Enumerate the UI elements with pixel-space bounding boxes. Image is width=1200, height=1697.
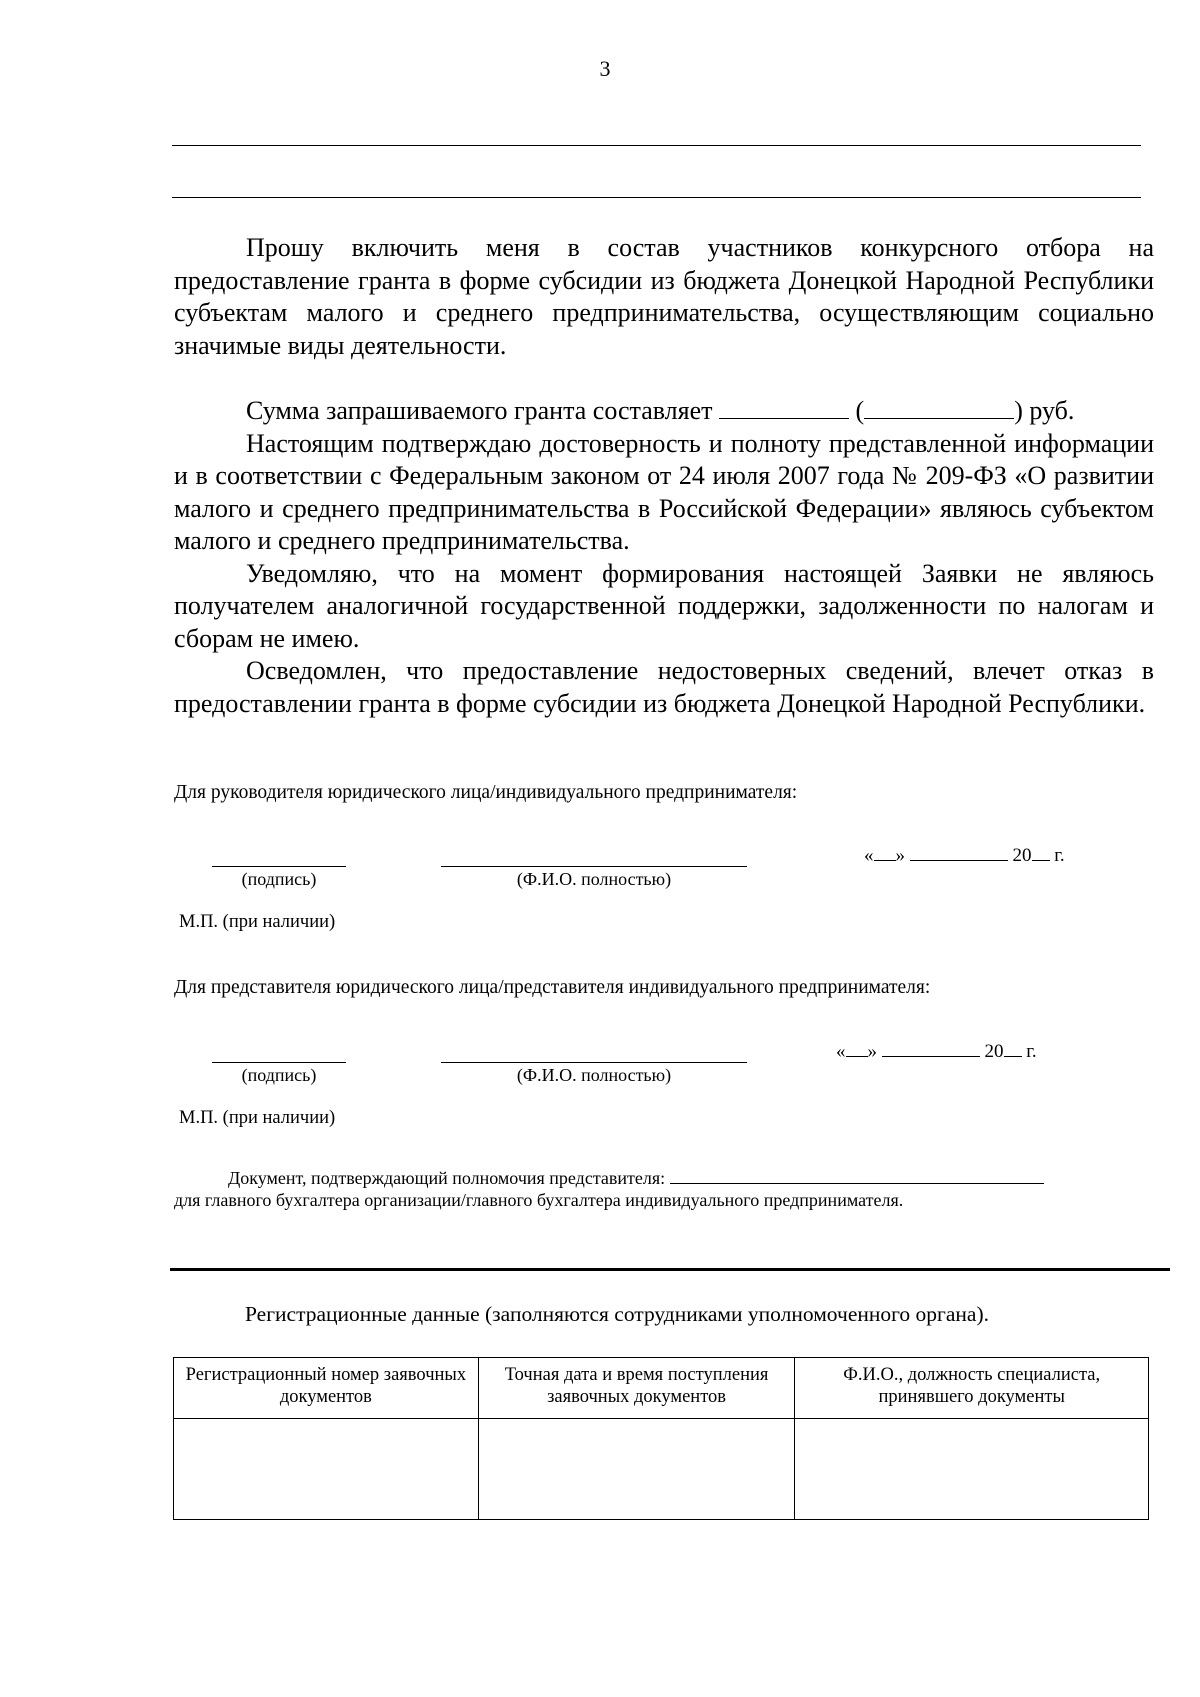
date-suffix: г.	[1054, 845, 1065, 866]
accountant-note: для главного бухгалтера организации/главного бухгалтера индивидуального предпринимателя.	[174, 1190, 904, 1210]
request-body	[174, 232, 1154, 720]
date-suffix: г.	[1026, 1041, 1037, 1062]
registration-number-cell[interactable]	[174, 1419, 479, 1520]
date-quote-close: »	[867, 1041, 877, 1062]
date-year-prefix: 20	[1012, 845, 1032, 866]
rep-signature-caption: (подпись)	[241, 1065, 317, 1085]
receipt-datetime-cell[interactable]	[478, 1419, 795, 1520]
rep-block-heading: Для представителя юридического лица/представителя индивидуального предпринимателя:	[174, 977, 931, 998]
rep-stamp-note: М.П. (при наличии)	[179, 1108, 336, 1128]
amount-currency: ) руб.	[1014, 396, 1075, 425]
head-stamp-note: М.П. (при наличии)	[179, 912, 336, 932]
rep-fullname-field[interactable]	[441, 1062, 747, 1063]
registration-title: Регистрационные данные (заполняются сотрудниками уполномоченного органа).	[245, 1302, 989, 1326]
table-header-row	[174, 1358, 1149, 1419]
grant-amount-line	[174, 395, 1154, 428]
col-receipt-datetime: Точная дата и время поступления заявочных документов	[478, 1358, 795, 1419]
grant-amount-words-input[interactable]	[864, 396, 1014, 419]
rep-month-input[interactable]	[882, 1040, 980, 1057]
notification-paragraph: Уведомляю, что на момент формирования настоящей Заявки не являюсь получателем аналогичной государственной поддержки, задолженности по налогам и сборам не имею.	[174, 558, 1154, 653]
head-signature-caption: (подпись)	[241, 869, 317, 889]
applicant-name-line-2[interactable]	[172, 197, 1141, 198]
rep-day-input[interactable]	[846, 1040, 868, 1057]
head-month-input[interactable]	[910, 844, 1008, 861]
col-specialist-name: Ф.И.О., должность специалиста, принявшего документы	[795, 1358, 1149, 1419]
date-quote-open: «	[864, 845, 874, 866]
grant-amount-label: Сумма запрашиваемого гранта составляет	[246, 396, 713, 425]
section-divider	[170, 1268, 1170, 1271]
authority-document-line	[228, 1167, 1044, 1189]
head-day-input[interactable]	[874, 844, 896, 861]
date-quote-close: »	[895, 845, 905, 866]
registration-table	[173, 1357, 1149, 1520]
applicant-name-line-1[interactable]	[172, 145, 1141, 146]
grant-amount-input[interactable]	[719, 396, 849, 419]
date-year-prefix: 20	[984, 1041, 1004, 1062]
col-registration-number: Регистрационный номер заявочных документов	[174, 1358, 479, 1419]
table-row	[174, 1419, 1149, 1520]
page-number: 3	[599, 56, 611, 81]
head-fullname-caption: (Ф.И.О. полностью)	[516, 869, 672, 889]
head-block-heading: Для руководителя юридического лица/индивидуального предпринимателя:	[174, 782, 798, 803]
request-paragraph: Прошу включить меня в состав участников конкурсного отбора на предоставление гранта в форме субсидии из бюджета Донецкой Народной Республики субъектам малого и среднего предпринимательства, осуществляющим социально значимые виды деятельности.	[174, 233, 1154, 360]
rep-date-field[interactable]	[836, 1040, 1037, 1063]
confirmation-paragraph: Настоящим подтверждаю достоверность и полноту представленной информации и в соответствии с Федеральным законом от 24 июля 2007 года № 209-ФЗ «О развитии малого и среднего предпринимательства в Российской Федерации» являюсь субъектом малого и среднего предпринимательства.	[174, 428, 1154, 555]
rep-signature-field[interactable]	[212, 1062, 346, 1063]
head-signature-field[interactable]	[212, 866, 346, 867]
rep-year-input[interactable]	[1004, 1040, 1022, 1057]
head-fullname-field[interactable]	[441, 866, 747, 867]
awareness-paragraph: Осведомлен, что предоставление недостоверных сведений, влечет отказ в предоставлении гранта в форме субсидии из бюджета Донецкой Народной Республики.	[174, 656, 1154, 718]
authority-document-label: Документ, подтверждающий полномочия представителя:	[228, 1168, 666, 1188]
authority-document-input[interactable]	[670, 1167, 1044, 1184]
head-year-input[interactable]	[1032, 844, 1050, 861]
head-date-field[interactable]	[864, 844, 1065, 867]
amount-open-paren: (	[855, 396, 865, 425]
specialist-name-cell[interactable]	[795, 1419, 1149, 1520]
date-quote-open: «	[836, 1041, 846, 1062]
rep-fullname-caption: (Ф.И.О. полностью)	[516, 1065, 672, 1085]
